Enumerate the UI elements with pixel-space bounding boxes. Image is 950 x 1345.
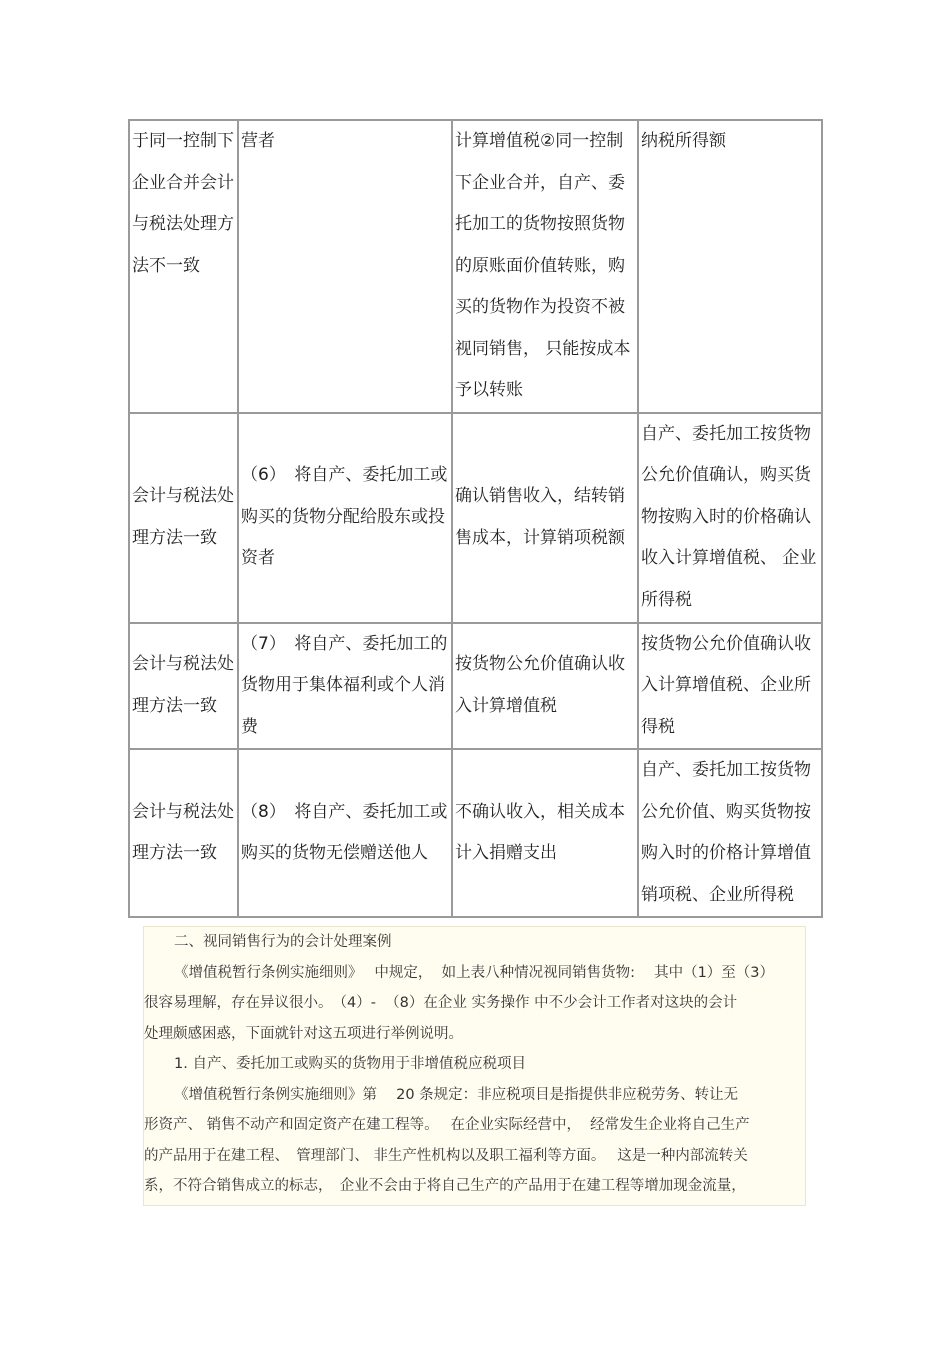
table-cell: 于同一控制下企业合并会计与税法处理方法不一致 — [129, 120, 238, 413]
paragraph-line: 的产品用于在建工程、 管理部门、 非生产性机构以及职工福利等方面。 这是一种内部流转关 — [144, 1147, 748, 1164]
subsection-heading: 1. 自产、委托加工或购买的货物用于非增值税应税项目 — [174, 1056, 526, 1072]
table-cell: 纳税所得额 — [638, 120, 822, 413]
tax-comparison-table — [128, 119, 823, 918]
table-cell: 会计与税法处理方法一致 — [129, 413, 238, 623]
case-section — [143, 926, 806, 1206]
paragraph-line: 很容易理解，存在异议很小。 （4）- （8）在企业 实务操作 中不少会计工作者对这块的会计 — [144, 995, 738, 1011]
table-cell: （6） 将自产、委托加工或购买的货物分配给股东或投资者 — [238, 413, 452, 623]
table-cell: 营者 — [238, 120, 452, 413]
table-cell: 按货物公允价值确认收入计算增值税 — [452, 623, 638, 750]
table-cell: 计算增值税②同一控制下企业合并，自产、委托加工的货物按照货物的原账面价值转账，购买的货物作为投资不被视同销售， 只能按成本予以转账 — [452, 120, 638, 413]
table-row — [129, 749, 822, 917]
table-cell: （8） 将自产、委托加工或购买的货物无偿赠送他人 — [238, 749, 452, 917]
paragraph-line: 《增值税暂行条例实施细则》第 20 条规定：非应税项目是指提供非应税劳务、转让无 — [174, 1086, 739, 1103]
table-cell: 自产、委托加工按货物公允价值确认，购买货物按购入时的价格确认收入计算增值税、 企业所得税 — [638, 413, 822, 623]
table-row — [129, 413, 822, 623]
paragraph-line: 形资产、 销售不动产和固定资产在建工程等。 在企业实际经营中， 经常发生企业将自己生产 — [144, 1117, 750, 1133]
paragraph-line: 处理颇感困惑，下面就针对这五项进行举例说明。 — [144, 1025, 463, 1042]
table-cell: 会计与税法处理方法一致 — [129, 749, 238, 917]
table-row — [129, 623, 822, 750]
table-cell: 不确认收入，相关成本计入捐赠支出 — [452, 749, 638, 917]
table-cell: 按货物公允价值确认收入计算增值税、企业所得税 — [638, 623, 822, 750]
paragraph-line: 《增值税暂行条例实施细则》 中规定， 如上表八种情况视同销售货物: 其中（1）至（3） — [174, 964, 775, 981]
table-cell: 自产、委托加工按货物公允价值、购买货物按购入时的价格计算增值销项税、企业所得税 — [638, 749, 822, 917]
table-cell: 会计与税法处理方法一致 — [129, 623, 238, 750]
section-heading: 二、视同销售行为的会计处理案例 — [174, 934, 392, 950]
table-row — [129, 120, 822, 413]
table-cell: （7） 将自产、委托加工的货物用于集体福利或个人消费 — [238, 623, 452, 750]
table-cell: 确认销售收入，结转销售成本，计算销项税额 — [452, 413, 638, 623]
paragraph-line: 系，不符合销售成立的标志， 企业不会由于将自己生产的产品用于在建工程等增加现金流量， — [144, 1178, 746, 1194]
